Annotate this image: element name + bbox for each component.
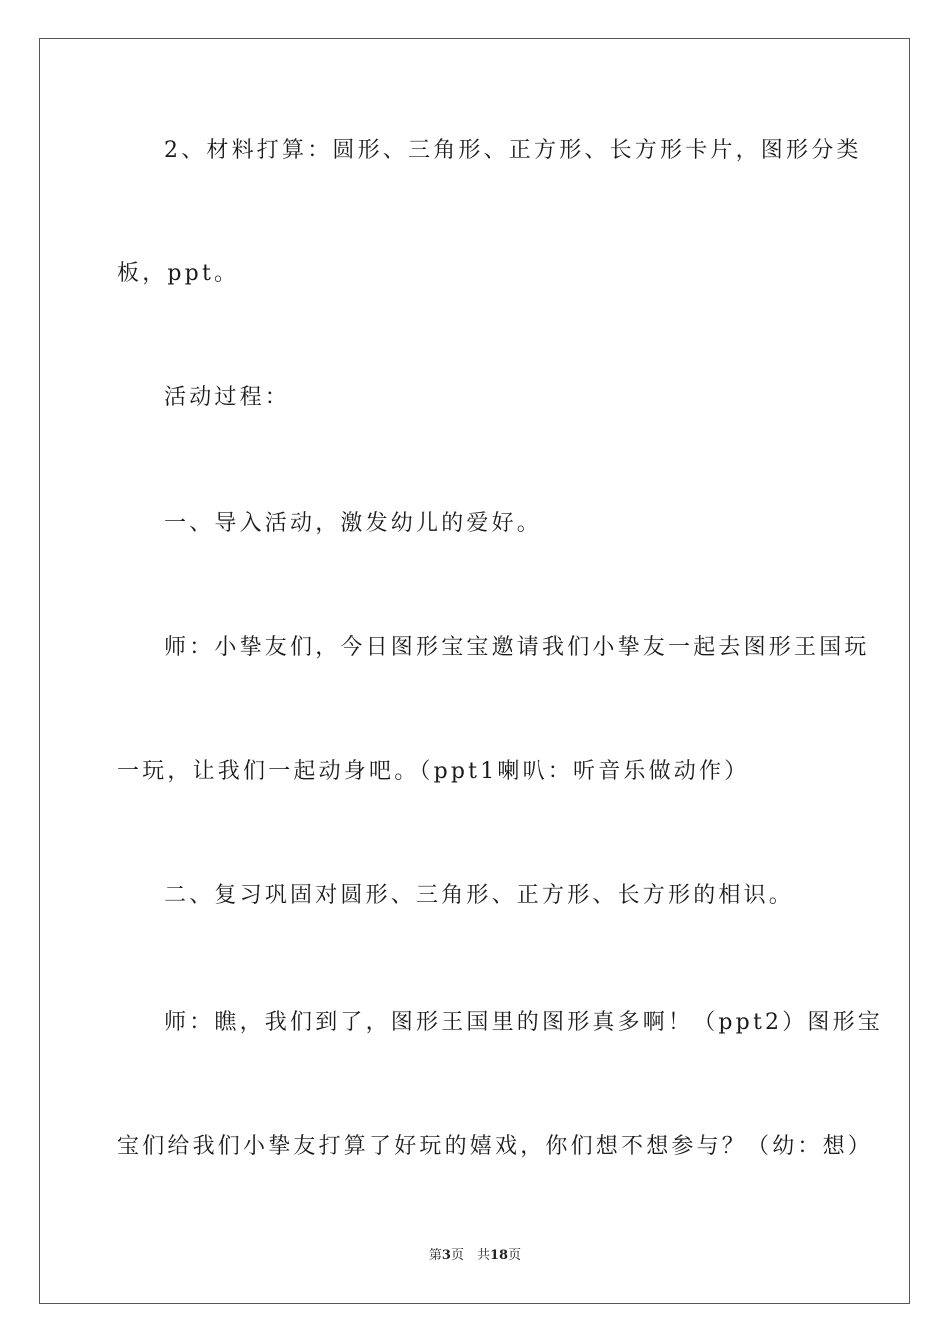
paragraph-line-6: 一玩，让我们一起动身吧。（ppt1喇叭：听音乐做动作） xyxy=(117,759,750,784)
footer-suffix: 页 xyxy=(508,1248,522,1263)
footer-prefix: 第 xyxy=(428,1248,442,1263)
footer-mid: 页 共 xyxy=(450,1248,490,1263)
footer-current-page: 3 xyxy=(441,1248,451,1263)
paragraph-line-1: 2、材料打算：圆形、三角形、正方形、长方形卡片，图形分类 xyxy=(164,138,862,163)
page-footer xyxy=(0,1246,950,1266)
section-heading-activity-process: 活动过程： xyxy=(164,385,291,410)
paragraph-line-5: 师：小挚友们，今日图形宝宝邀请我们小挚友一起去图形王国玩 xyxy=(164,635,870,660)
paragraph-line-2: 板，ppt。 xyxy=(117,261,240,286)
page-border xyxy=(39,38,910,1304)
section-heading-2: 二、复习巩固对圆形、三角形、正方形、长方形的相识。 xyxy=(164,883,795,908)
paragraph-line-8: 师：瞧，我们到了，图形王国里的图形真多啊！（ppt2）图形宝 xyxy=(164,1010,884,1035)
paragraph-line-9: 宝们给我们小挚友打算了好玩的嬉戏，你们想不想参与？（幼：想） xyxy=(117,1134,874,1159)
section-heading-1: 一、导入活动，激发幼儿的爱好。 xyxy=(164,511,543,536)
footer-total-pages: 18 xyxy=(489,1248,509,1263)
